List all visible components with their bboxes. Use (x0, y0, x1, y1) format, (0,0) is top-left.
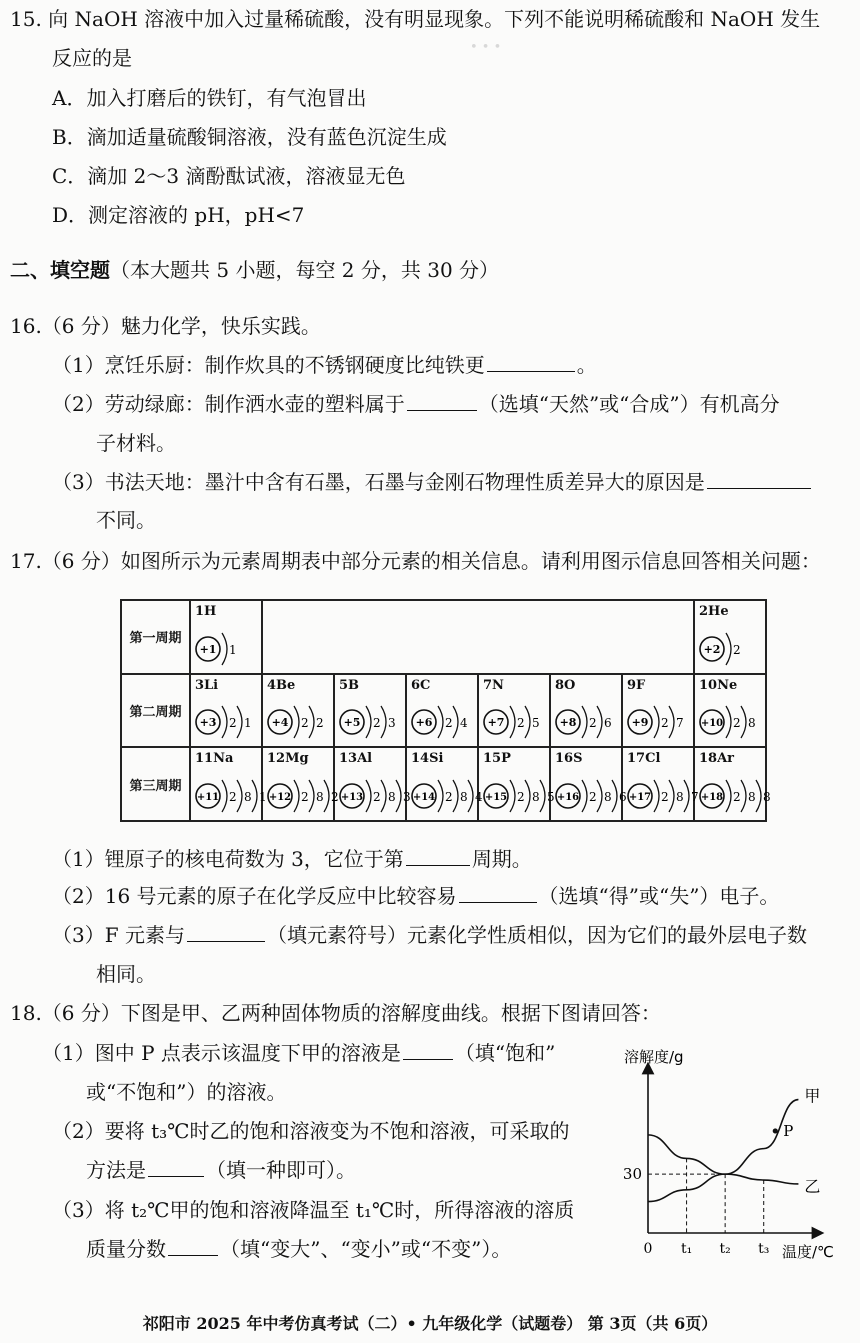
q17-part3-cont: 相同。 (96, 962, 156, 986)
nuclear-charge: +16 (556, 792, 580, 803)
shell-electron-count: 2 (733, 642, 741, 657)
atom-structure-diagram (194, 702, 256, 742)
q16-part2-cont: 子材料。 (96, 431, 176, 455)
q17-part2-text: （2）16 号元素的原子在化学反应中比较容易 (52, 884, 457, 908)
shell-electron-count: 2 (373, 716, 381, 731)
nuclear-charge: +4 (271, 716, 289, 730)
nuclear-charge: +14 (412, 792, 436, 803)
electron-shell-arc (381, 706, 386, 738)
section-heading (10, 257, 499, 283)
q17-part3-hint: （填元素符号）元素化学性质相似，因为它们的最外层电子数 (266, 923, 807, 947)
atom-structure-diagram (698, 629, 744, 669)
q16-stem: 16.（6 分）魅力化学，快乐实践。 (10, 314, 321, 338)
element-symbol: 6C (411, 677, 431, 693)
atom-structure-diagram (338, 776, 416, 816)
q18-part1-cont: 或“不饱和”）的溶液。 (86, 1080, 287, 1104)
point-label: P (783, 1121, 794, 1140)
electron-shell-arc (453, 706, 458, 738)
element-symbol: 11Na (195, 751, 234, 767)
electron-shell-arc (597, 706, 602, 738)
element-cell (334, 674, 406, 748)
electron-shell-arc (309, 780, 314, 812)
element-symbol: 3Li (195, 677, 219, 693)
element-symbol: 8O (555, 677, 576, 693)
element-cell (550, 674, 622, 748)
element-symbol: 9F (627, 677, 646, 693)
shell-electron-count: 8 (763, 790, 771, 804)
nuclear-charge: +17 (628, 792, 652, 803)
q15-option-d: D．测定溶液的 pH，pH<7 (52, 203, 305, 227)
element-cell (334, 747, 411, 821)
q15-stem-cont: 反应的是 (52, 46, 132, 70)
electron-shell-arc (438, 780, 443, 812)
element-symbol: 10Ne (699, 677, 738, 693)
atom-structure-diagram (554, 702, 616, 742)
element-cell (190, 747, 267, 821)
atom-structure-diagram (482, 702, 544, 742)
nuclear-charge: +15 (484, 792, 508, 803)
electron-shell-arc (222, 706, 227, 738)
nuclear-charge: +3 (199, 716, 217, 730)
electron-shell-arc (324, 780, 329, 812)
q17-stem: 17.（6 分）如图所示为元素周期表中部分元素的相关信息。请利用图示信息回答相关问题： (10, 549, 821, 573)
shell-electron-count: 1 (229, 642, 237, 657)
element-cell (694, 674, 766, 748)
shell-electron-count: 4 (475, 790, 483, 804)
electron-shell-arc (741, 706, 746, 738)
empty-region (262, 600, 694, 674)
section-note: （本大题共 5 小题，每空 2 分，共 30 分） (110, 258, 500, 282)
q18-part1 (42, 1040, 555, 1066)
shell-electron-count: 5 (532, 716, 540, 731)
element-cell (478, 747, 555, 821)
element-cell (262, 674, 334, 748)
electron-shell-arc (669, 706, 674, 738)
period-label: 第二周期 (121, 674, 190, 748)
electron-shell-arc (540, 780, 545, 812)
nuclear-charge: +8 (559, 716, 577, 730)
element-symbol: 1H (195, 604, 217, 619)
q18-part2-cont (86, 1157, 356, 1183)
x-tick-label: t₃ (758, 1241, 770, 1257)
electron-shell-arc (438, 706, 443, 738)
element-cell (478, 674, 550, 748)
q15-option-c: C．滴加 2～3 滴酚酞试液，溶液显无色 (52, 164, 406, 188)
shell-electron-count: 2 (445, 790, 453, 804)
atom-structure-diagram (698, 702, 760, 742)
shell-electron-count: 7 (691, 790, 699, 804)
element-cell (190, 600, 262, 674)
shell-electron-count: 2 (301, 716, 309, 731)
electron-shell-arc (597, 780, 602, 812)
q18-part3-text: 质量分数 (86, 1237, 166, 1261)
atom-structure-diagram (266, 702, 328, 742)
electron-shell-arc (510, 780, 515, 812)
electron-shell-arc (654, 706, 659, 738)
element-cell (406, 674, 478, 748)
series-label: 乙 (804, 1176, 821, 1196)
atom-structure-diagram (410, 776, 488, 816)
x-tick-label: t₂ (719, 1241, 731, 1257)
atom-structure-diagram (266, 776, 344, 816)
electron-shell-arc (612, 780, 617, 812)
electron-shell-arc (510, 706, 515, 738)
q17-part1-end: 周期。 (471, 847, 532, 871)
electron-shell-arc (396, 780, 401, 812)
q18-stem: 18.（6 分）下图是甲、乙两种固体物质的溶解度曲线。根据下图请回答： (10, 1001, 661, 1025)
q16-part1-end: 。 (576, 353, 597, 377)
answer-blank[interactable] (407, 392, 477, 411)
nuclear-charge: +7 (487, 716, 505, 730)
answer-blank[interactable] (707, 470, 811, 489)
q17-part2-hint: （选填“得”或“失”）电子。 (538, 884, 780, 908)
element-symbol: 7N (483, 677, 504, 693)
shell-electron-count: 2 (589, 790, 597, 804)
nuclear-charge: +2 (703, 642, 721, 656)
x-tick-label: t₁ (680, 1241, 693, 1257)
q17-part1-text: （1）锂原子的核电荷数为 3，它位于第 (52, 847, 404, 871)
q17-part3-text: （3）F 元素与 (52, 923, 185, 947)
shell-electron-count: 2 (445, 716, 453, 731)
electron-shell-arc (684, 780, 689, 812)
shell-electron-count: 3 (403, 790, 411, 804)
electron-shell-arc (726, 780, 731, 812)
electron-shell-arc (366, 780, 371, 812)
element-symbol: 13Al (339, 751, 373, 767)
element-cell (694, 600, 766, 674)
q16-part3 (52, 469, 813, 495)
shell-electron-count: 8 (388, 790, 396, 804)
section-title: 二、填空题 (10, 258, 110, 282)
electron-shell-arc (294, 706, 299, 738)
element-cell (694, 747, 771, 821)
atom-structure-diagram (482, 776, 560, 816)
electron-shell-arc (222, 633, 227, 665)
answer-blank[interactable] (148, 1158, 204, 1177)
y-axis-label: 溶解度/g (624, 1048, 684, 1066)
atom-structure-diagram (626, 776, 704, 816)
answer-blank[interactable] (187, 923, 265, 942)
nuclear-charge: +9 (631, 716, 649, 730)
shell-electron-count: 2 (229, 790, 237, 804)
period-label: 第三周期 (121, 747, 190, 821)
nuclear-charge: +6 (415, 716, 433, 730)
shell-electron-count: 8 (676, 790, 684, 804)
q16-part1 (52, 352, 597, 378)
q16-part3-cont: 不同。 (96, 508, 156, 532)
electron-shell-arc (525, 780, 530, 812)
shell-electron-count: 2 (229, 716, 237, 731)
atom-structure-diagram (554, 776, 632, 816)
element-symbol: 12Mg (267, 751, 309, 767)
page-footer: 祁阳市 2025 年中考仿真考试（二）• 九年级化学（试题卷） 第 3页（共 6页） (142, 1314, 718, 1333)
bleed-through-text: • • • (470, 40, 502, 55)
atom-structure-diagram (626, 702, 688, 742)
electron-shell-arc (669, 780, 674, 812)
element-symbol: 15P (483, 751, 511, 767)
q18-part2: （2）要将 t₃℃时乙的饱和溶液变为不饱和溶液，可采取的 (52, 1119, 570, 1143)
q15-option-a: A．加入打磨后的铁钉，有气泡冒出 (52, 86, 367, 110)
shell-electron-count: 5 (547, 790, 555, 804)
shell-electron-count: 2 (316, 716, 324, 731)
shell-electron-count: 6 (619, 790, 627, 804)
q18-part1-text: （1）图中 P 点表示该温度下甲的溶液是 (42, 1041, 401, 1065)
element-symbol: 4Be (267, 677, 296, 693)
electron-shell-arc (582, 706, 587, 738)
q18-part2-hint: （填一种即可）。 (206, 1158, 356, 1182)
q16-part2-hint: （选填“天然”或“合成”）有机高分 (478, 392, 780, 416)
element-symbol: 17Cl (627, 751, 661, 767)
shell-electron-count: 8 (532, 790, 540, 804)
electron-shell-arc (756, 780, 761, 812)
shell-electron-count: 8 (604, 790, 612, 804)
electron-shell-arc (741, 780, 746, 812)
period-label: 第一周期 (121, 600, 190, 674)
shell-electron-count: 2 (301, 790, 309, 804)
shell-electron-count: 7 (676, 716, 684, 731)
electron-shell-arc (252, 780, 257, 812)
element-cell (550, 747, 627, 821)
element-cell (262, 747, 339, 821)
electron-shell-arc (726, 706, 731, 738)
atom-structure-diagram (698, 776, 776, 816)
q18-part3-hint: （填“变大”、“变小”或“不变”）。 (220, 1237, 512, 1261)
x-tick-label: 0 (643, 1241, 653, 1257)
shell-electron-count: 2 (661, 716, 669, 731)
solubility-chart (610, 1040, 855, 1265)
nuclear-charge: +12 (268, 792, 292, 803)
element-symbol: 18Ar (699, 751, 735, 767)
answer-blank[interactable] (406, 847, 470, 866)
series-line (648, 1135, 798, 1184)
shell-electron-count: 2 (517, 790, 525, 804)
q16-part2-text: （2）劳动绿廊：制作洒水壶的塑料属于 (52, 392, 405, 416)
atom-structure-diagram (338, 702, 400, 742)
shell-electron-count: 4 (460, 716, 468, 731)
element-symbol: 2He (699, 604, 729, 619)
answer-blank[interactable] (168, 1237, 218, 1256)
answer-blank[interactable] (403, 1041, 453, 1060)
element-symbol: 16S (555, 751, 583, 767)
shell-electron-count: 8 (460, 790, 468, 804)
nuclear-charge: +13 (340, 792, 364, 803)
electron-shell-arc (309, 706, 314, 738)
series-label: 甲 (804, 1086, 821, 1106)
shell-electron-count: 6 (604, 716, 612, 731)
electron-shell-arc (381, 780, 386, 812)
q18-part1-hint: （填“饱和” (454, 1041, 556, 1065)
shell-electron-count: 2 (661, 790, 669, 804)
electron-shell-arc (294, 780, 299, 812)
periodic-table (120, 599, 771, 822)
electron-shell-arc (582, 780, 587, 812)
q18-part3-cont (86, 1236, 511, 1262)
shell-electron-count: 2 (331, 790, 339, 804)
answer-blank[interactable] (459, 884, 537, 903)
nuclear-charge: +10 (700, 718, 724, 730)
nuclear-charge: +18 (700, 792, 724, 803)
q16-part3-text: （3）书法天地：墨汁中含有石墨，石墨与金刚石物理性质差异大的原因是 (52, 470, 705, 494)
nuclear-charge: +1 (199, 642, 217, 656)
q17-part2 (52, 883, 779, 909)
electron-shell-arc (453, 780, 458, 812)
element-cell (622, 674, 694, 748)
q16-part2 (52, 391, 780, 417)
electron-shell-arc (726, 633, 731, 665)
q18-part3: （3）将 t₂℃甲的饱和溶液降温至 t₁℃时，所得溶液的溶质 (52, 1198, 575, 1222)
atom-structure-diagram (194, 776, 272, 816)
nuclear-charge: +11 (196, 792, 220, 803)
shell-electron-count: 2 (733, 716, 741, 731)
electron-shell-arc (468, 780, 473, 812)
electron-shell-arc (525, 706, 530, 738)
nuclear-charge: +5 (343, 716, 361, 730)
y-tick-label: 30 (622, 1165, 642, 1184)
shell-electron-count: 8 (316, 790, 324, 804)
electron-shell-arc (366, 706, 371, 738)
atom-structure-diagram (410, 702, 472, 742)
shell-electron-count: 2 (733, 790, 741, 804)
electron-shell-arc (654, 780, 659, 812)
shell-electron-count: 2 (589, 716, 597, 731)
element-cell (622, 747, 699, 821)
electron-shell-arc (237, 706, 242, 738)
element-symbol: 5B (339, 677, 360, 693)
data-point (773, 1128, 778, 1133)
shell-electron-count: 3 (388, 716, 396, 731)
shell-electron-count: 8 (748, 716, 756, 731)
electron-shell-arc (237, 780, 242, 812)
q16-part1-text: （1）烹饪乐厨：制作炊具的不锈钢硬度比纯铁更 (52, 353, 485, 377)
answer-blank[interactable] (487, 353, 575, 372)
q15-option-b: B．滴加适量硫酸铜溶液，没有蓝色沉淀生成 (52, 125, 447, 149)
shell-electron-count: 1 (259, 790, 267, 804)
element-cell (190, 674, 262, 748)
atom-structure-diagram (194, 629, 240, 669)
q17-part3 (52, 922, 807, 948)
x-axis-label: 温度/℃ (782, 1243, 834, 1261)
shell-electron-count: 1 (244, 716, 252, 731)
shell-electron-count: 2 (517, 716, 525, 731)
q15-stem: 15. 向 NaOH 溶液中加入过量稀硫酸，没有明显现象。下列不能说明稀硫酸和 NaOH 发生 (10, 7, 821, 31)
element-symbol: 14Si (411, 751, 444, 767)
element-cell (406, 747, 483, 821)
electron-shell-arc (222, 780, 227, 812)
shell-electron-count: 8 (244, 790, 252, 804)
q18-part2-text: 方法是 (86, 1158, 146, 1182)
shell-electron-count: 2 (373, 790, 381, 804)
q17-part1 (52, 846, 532, 872)
shell-electron-count: 8 (748, 790, 756, 804)
